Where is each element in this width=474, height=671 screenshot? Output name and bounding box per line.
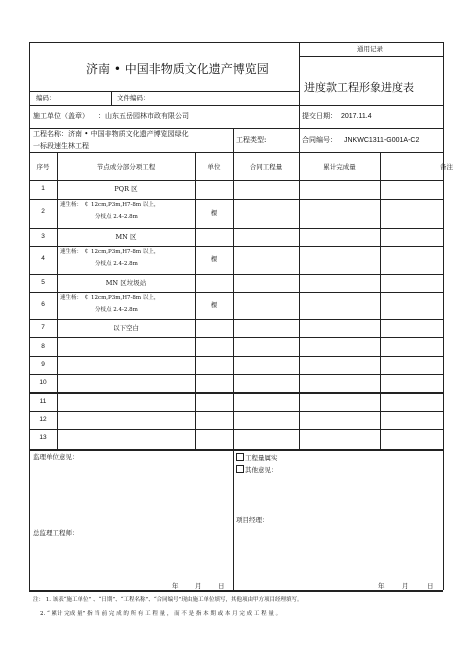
row-line-12 — [29, 429, 443, 430]
org-title: 济南 • 中国非物质文化遗产博览园 — [86, 62, 269, 76]
contractor-label: 施工单位（盖章） — [33, 112, 89, 120]
badge-underline — [299, 56, 443, 57]
row-2-item2: 分枝点 2.4-2.8m — [95, 214, 138, 220]
checkbox-icon[interactable] — [236, 453, 244, 461]
row-6-unit: 棵 — [210, 301, 218, 309]
header-bottom-line — [29, 105, 443, 106]
table-bottom-line — [29, 449, 443, 451]
row-line-h — [29, 180, 443, 181]
row-6-item: 速生杨： ￠ 12cm,P3m,H7-8m 以上， — [60, 295, 160, 301]
frame-left-line — [29, 42, 30, 590]
row-7-item: 以下空白 — [113, 324, 139, 332]
row-4-item: 速生杨： ￠ 12cm,P3m,H7-8m 以上， — [60, 249, 160, 255]
chief-supervisor-label: 总监理工程师： — [33, 529, 79, 537]
project-name-line2: 一标段速生林工程 — [33, 142, 89, 150]
form-title: 进度款工程形象进度表 — [304, 81, 414, 94]
row-11-no: 11 — [39, 398, 47, 405]
contract-no-value: JNKWC1311-G001A-C2 — [344, 137, 420, 144]
file-code-label: 文件编码： — [117, 94, 150, 102]
row-1-item: PQR 区 — [114, 185, 138, 193]
row-line-8 — [29, 356, 443, 357]
contractor-value: ：山东五岳园林市政有限公司 — [98, 112, 189, 120]
frame-top-line — [29, 42, 443, 43]
row-2-unit: 棵 — [210, 209, 218, 217]
row-4-no: 4 — [41, 255, 45, 262]
row-5-item: MN 区垃圾站 — [105, 279, 147, 287]
col-line-4 — [299, 152, 300, 449]
contract-no-label: 合同编号： — [302, 136, 337, 144]
info-row-line — [29, 128, 443, 129]
footnote-1: 注： 1. 该表“施工单位” 、“日期”、“工程名称”、“合同编号”现由施工单位填写，其他项由甲方项目经理填写。 — [33, 597, 303, 603]
row-4-item2: 分枝点 2.4-2.8m — [95, 261, 138, 267]
row-6-item2: 分枝点 2.4-2.8m — [95, 307, 138, 313]
row-line-3 — [29, 246, 443, 247]
left-month: 月 — [195, 582, 202, 590]
row-6-no: 6 — [41, 301, 45, 308]
row-9-no: 9 — [41, 361, 45, 368]
header-divider — [299, 42, 300, 105]
col-header-contract-qty: 合同工程量 — [249, 163, 283, 171]
row-8-no: 8 — [41, 343, 45, 350]
code-row-divider — [111, 91, 112, 105]
option-other — [236, 465, 278, 474]
row-line-2 — [29, 228, 443, 229]
row-line-5 — [29, 292, 443, 293]
left-day: 日 — [218, 582, 225, 590]
col-line-5 — [380, 152, 381, 449]
row-line-9 — [29, 374, 443, 375]
row-4-unit: 棵 — [210, 255, 218, 263]
checkbox-icon[interactable] — [236, 465, 244, 473]
row-2-item: 速生杨： ￠ 12cm,P3m,H7-8m 以上， — [60, 202, 160, 208]
row-line-4 — [29, 274, 443, 275]
right-year: 年 — [378, 582, 385, 590]
col-header-cumulative: 累计完成量 — [323, 163, 356, 171]
supervisor-opinion-label: 监理单位意见： — [33, 453, 79, 461]
project-type-label: 工程类型: — [236, 136, 267, 144]
footnote-2: 2. “ 累计 完成 量” 指 当 前 完 成 的 所 有 工 程 量 ， 而 不 是 指 本 期 或 本 月 完 成 工 程 量 。 — [40, 611, 282, 617]
row-7-no: 7 — [41, 324, 45, 331]
col-header-no: 序号 — [36, 163, 50, 171]
right-day: 日 — [427, 582, 434, 590]
right-month: 月 — [402, 582, 409, 590]
code-row-top — [29, 91, 299, 92]
col-line-3 — [233, 152, 234, 449]
project-name-line1: 工程名称：济南 • 中国非物质文化遗产博览园绿化 — [33, 130, 189, 138]
code-label: 编码： — [36, 94, 56, 102]
row-line-10 — [29, 392, 443, 394]
submit-date-label: 提交日期： — [302, 112, 337, 120]
row-13-no: 13 — [39, 434, 47, 441]
project-manager-label: 项目经理： — [236, 516, 269, 524]
col-header-item: 节点或分部分项工程 — [96, 163, 156, 171]
row-line-6 — [29, 319, 443, 320]
submit-date-value: 2017.11.4 — [341, 113, 372, 120]
row-line-11 — [29, 411, 443, 412]
row-line-7 — [29, 337, 443, 338]
option-other-label: 其他意见： — [245, 466, 278, 474]
row-3-item: MN 区 — [115, 233, 137, 241]
col-line-1 — [57, 152, 58, 449]
badge-label: 通用记录 — [357, 45, 383, 53]
left-year: 年 — [172, 582, 179, 590]
row-line-1 — [29, 199, 443, 200]
row-3-no: 3 — [41, 233, 45, 240]
col-header-unit: 单位 — [207, 163, 221, 171]
col-line-2 — [195, 152, 196, 449]
frame-right-line — [443, 42, 444, 590]
option-quantity-label: 工程量属实 — [245, 454, 278, 462]
info-divider-mid — [233, 128, 234, 152]
row-2-no: 2 — [41, 208, 45, 215]
col-header-remarks: 备注 — [440, 163, 453, 171]
row-12-no: 12 — [39, 416, 47, 423]
row-5-no: 5 — [41, 279, 45, 286]
signoff-divider — [233, 449, 234, 590]
frame-bottom-line — [29, 590, 443, 592]
row-10-no: 10 — [39, 379, 47, 386]
option-quantity-true — [236, 453, 278, 462]
row-1-no: 1 — [41, 185, 45, 192]
